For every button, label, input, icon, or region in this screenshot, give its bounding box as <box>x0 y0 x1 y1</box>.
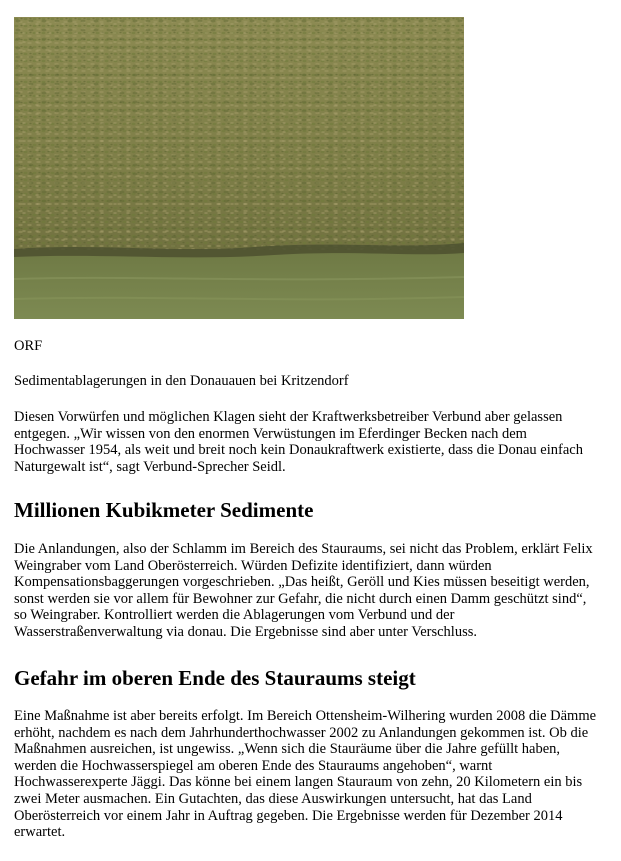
paragraph-2: Die Anlandungen, also der Schlamm im Bereich des Stauraums, sei nicht das Problem, erklärt Felix Weingraber vom Land Oberösterreich. Würden Defizite identifiziert, dann würden Kompensationsbaggerungen vorgeschrieben. „Das heißt, Geröll und Kies müssen beseitigt werden, sonst werden sie vor allem für Bewohner zur Gefahr, die nicht durch einen Damm geschützt sind“, so Weingraber. Kontrolliert werden die Ablagerungen vom Verbund und der Wasserstraßenverwaltung via donau. Die Ergebnisse sind aber unter Verschluss. <box>14 541 593 640</box>
image-credit: ORF <box>14 338 43 354</box>
section-heading-gefahr: Gefahr im oberen Ende des Stauraums steigt <box>14 666 416 690</box>
section-heading-sedimente: Millionen Kubikmeter Sedimente <box>14 498 314 522</box>
paragraph-3: Eine Maßnahme ist aber bereits erfolgt. Im Bereich Ottensheim-Wilhering wurden 2008 die Dämme erhöht, nachdem es nach dem Jahrhunderthochwasser 2002 zu Anlandungen gekommen ist. Ob die Maßnahmen ausreichen, ist ungewiss. „Wenn sich die Stauräume über die Jahre gefüllt haben, werden die Hochwasserspiegel am oberen Ende des Stauraums angehoben“, warnt Hochwasserexperte Jäggi. Das könne bei einem langen Stauraum von zehn, 20 Kilometern ein bis zwei Meter ausmachen. Ein Gutachten, das diese Auswirkungen untersucht, hat das Land Oberösterreich vor einem Jahr in Auftrag gegeben. Die Ergebnisse werden für Dezember 2014 erwartet. <box>14 708 597 841</box>
sediment-field-photo <box>14 17 464 319</box>
image-caption: Sedimentablagerungen in den Donauauen bei Kritzendorf <box>14 373 349 389</box>
paragraph-1: Diesen Vorwürfen und möglichen Klagen sieht der Kraftwerksbetreiber Verbund aber gelassen entgegen. „Wir wissen von den enormen Verwüstungen im Eferdinger Becken nach dem Hochwasser 1954, als weit und breit noch kein Donaukraftwerk existierte, dass die Donau einfach Naturgewalt ist“, sagt Verbund-Sprecher Seidl. <box>14 409 583 475</box>
sediment-field-image <box>14 17 464 319</box>
